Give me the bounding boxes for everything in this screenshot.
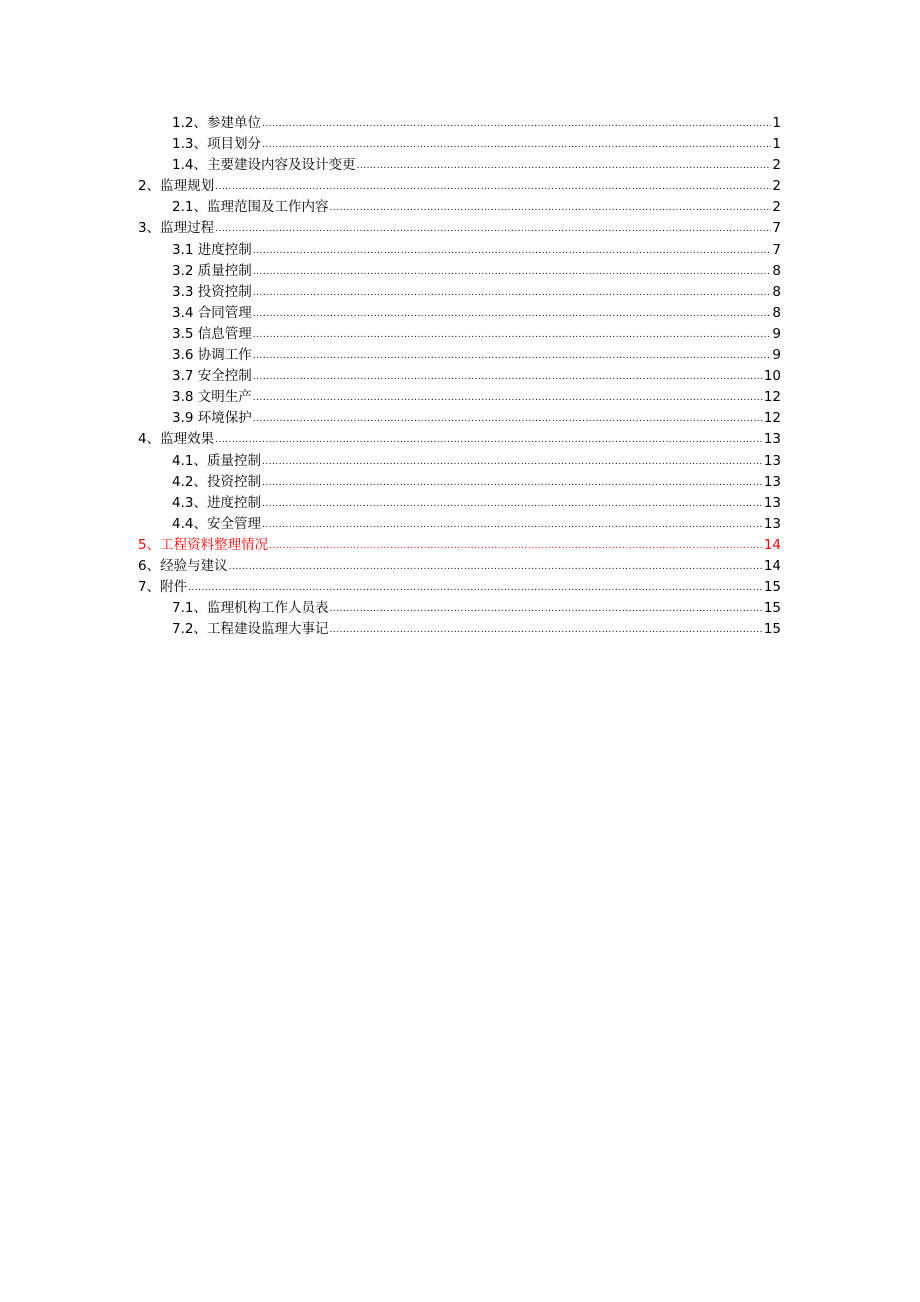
toc-entry[interactable] [138, 472, 781, 493]
toc-dot-leader [253, 260, 772, 283]
toc-entry[interactable] [138, 197, 781, 218]
toc-entry-page-number: 7 [772, 241, 781, 258]
toc-entry[interactable] [138, 324, 781, 345]
toc-entry-number: 6、 [138, 557, 161, 574]
toc-entry-title: 4.2、投资控制 [172, 473, 261, 490]
toc-entry-title: 4.1、质量控制 [172, 452, 261, 469]
toc-entry[interactable] [138, 176, 781, 197]
toc-entry-title: 3.4 合同管理 [172, 304, 252, 321]
toc-entry-page-number: 2 [772, 178, 781, 195]
toc-dot-leader [269, 534, 763, 557]
toc-dot-leader [262, 112, 771, 135]
toc-entry-page-number: 8 [772, 283, 781, 300]
toc-entry-page-number: 13 [763, 431, 781, 448]
toc-entry-number: 3、 [138, 220, 161, 237]
toc-entry[interactable] [138, 113, 781, 134]
toc-entry[interactable] [138, 240, 781, 261]
toc-dot-leader [356, 154, 771, 177]
toc-entry[interactable] [138, 282, 781, 303]
toc-entry-number: 5、 [138, 536, 161, 553]
toc-entry-title: 3.9 环境保护 [172, 410, 252, 427]
toc-entry-page-number: 13 [763, 452, 781, 469]
toc-dot-leader [253, 344, 772, 367]
toc-dot-leader [253, 407, 763, 430]
toc-entry[interactable] [138, 366, 781, 387]
toc-dot-leader [329, 597, 762, 620]
toc-entry-title: 7.2、工程建设监理大事记 [172, 621, 329, 638]
table-of-contents [138, 113, 781, 640]
toc-entry-title: 1.3、项目划分 [172, 136, 261, 153]
toc-entry[interactable] [138, 598, 781, 619]
toc-entry[interactable] [138, 134, 781, 155]
toc-dot-leader [215, 428, 763, 451]
toc-entry-title: 3.8 文明生产 [172, 389, 252, 406]
toc-entry-title: 4.3、进度控制 [172, 494, 261, 511]
toc-dot-leader [262, 450, 763, 473]
toc-entry-title: 1.2、参建单位 [172, 115, 261, 131]
toc-dot-leader [253, 281, 772, 304]
toc-entry[interactable] [138, 345, 781, 366]
toc-dot-leader [253, 365, 763, 388]
toc-entry-page-number: 13 [763, 515, 781, 532]
toc-entry-page-number: 8 [772, 304, 781, 321]
toc-entry-page-number: 1 [772, 136, 781, 153]
toc-entry-number: 2、 [138, 178, 161, 195]
toc-entry-title: 监理过程 [160, 220, 215, 237]
toc-dot-leader [262, 471, 763, 494]
toc-entry-title: 经验与建议 [160, 557, 228, 574]
toc-entry-page-number: 1 [772, 115, 781, 131]
toc-entry[interactable] [138, 408, 781, 429]
toc-dot-leader [253, 323, 772, 346]
toc-entry-title: 1.4、主要建设内容及设计变更 [172, 157, 356, 174]
toc-dot-leader [262, 492, 763, 515]
toc-entry-title: 2.1、监理范围及工作内容 [172, 199, 329, 216]
toc-entry-title: 4.4、安全管理 [172, 515, 261, 532]
toc-entry[interactable] [138, 619, 781, 640]
toc-entry-title: 工程资料整理情况 [160, 536, 269, 553]
toc-entry-page-number: 8 [772, 262, 781, 279]
toc-dot-leader [253, 239, 772, 262]
toc-dot-leader [215, 175, 771, 198]
toc-entry[interactable] [138, 155, 781, 176]
toc-entry[interactable] [138, 556, 781, 577]
toc-entry-number: 4、 [138, 431, 161, 448]
toc-entry-page-number: 15 [763, 600, 781, 617]
toc-dot-leader [262, 133, 771, 156]
toc-entry-page-number: 9 [772, 325, 781, 342]
toc-dot-leader [329, 196, 771, 219]
toc-entry[interactable] [138, 577, 781, 598]
toc-entry-title: 7.1、监理机构工作人员表 [172, 600, 329, 617]
toc-entry-page-number: 13 [763, 494, 781, 511]
toc-entry-title: 3.3 投资控制 [172, 283, 252, 300]
toc-entry-page-number: 2 [772, 199, 781, 216]
toc-entry-page-number: 15 [763, 579, 781, 596]
toc-entry[interactable] [138, 218, 781, 239]
toc-entry-title: 监理规划 [160, 178, 215, 195]
toc-entry[interactable] [138, 261, 781, 282]
toc-entry[interactable] [138, 493, 781, 514]
toc-entry-page-number: 2 [772, 157, 781, 174]
toc-entry-page-number: 9 [772, 347, 781, 364]
toc-entry[interactable] [138, 387, 781, 408]
toc-entry-title: 附件 [160, 579, 188, 596]
toc-dot-leader [253, 302, 772, 325]
toc-entry-page-number: 14 [763, 557, 781, 574]
toc-entry[interactable] [138, 451, 781, 472]
toc-dot-leader [215, 217, 771, 240]
toc-dot-leader [329, 618, 762, 641]
toc-entry-page-number: 7 [772, 220, 781, 237]
toc-entry-page-number: 10 [763, 368, 781, 385]
toc-entry-page-number: 15 [763, 621, 781, 638]
toc-dot-leader [188, 576, 763, 599]
toc-entry[interactable] [138, 514, 781, 535]
toc-entry-title: 3.1 进度控制 [172, 241, 252, 258]
toc-entry-page-number: 12 [763, 389, 781, 406]
toc-entry-page-number: 13 [763, 473, 781, 490]
toc-entry-title: 3.2 质量控制 [172, 262, 252, 279]
toc-dot-leader [262, 513, 763, 536]
toc-entry[interactable] [138, 429, 781, 450]
toc-entry-title: 3.6 协调工作 [172, 347, 252, 364]
toc-entry-title: 3.5 信息管理 [172, 325, 252, 342]
toc-entry-title: 监理效果 [160, 431, 215, 448]
toc-dot-leader [229, 555, 763, 578]
toc-entry-number: 7、 [138, 579, 161, 596]
toc-entry-page-number: 12 [763, 410, 781, 427]
toc-entry[interactable] [138, 303, 781, 324]
toc-entry-page-number: 14 [763, 536, 781, 553]
toc-entry-title: 3.7 安全控制 [172, 368, 252, 385]
toc-entry[interactable] [138, 535, 781, 556]
toc-dot-leader [253, 386, 763, 409]
